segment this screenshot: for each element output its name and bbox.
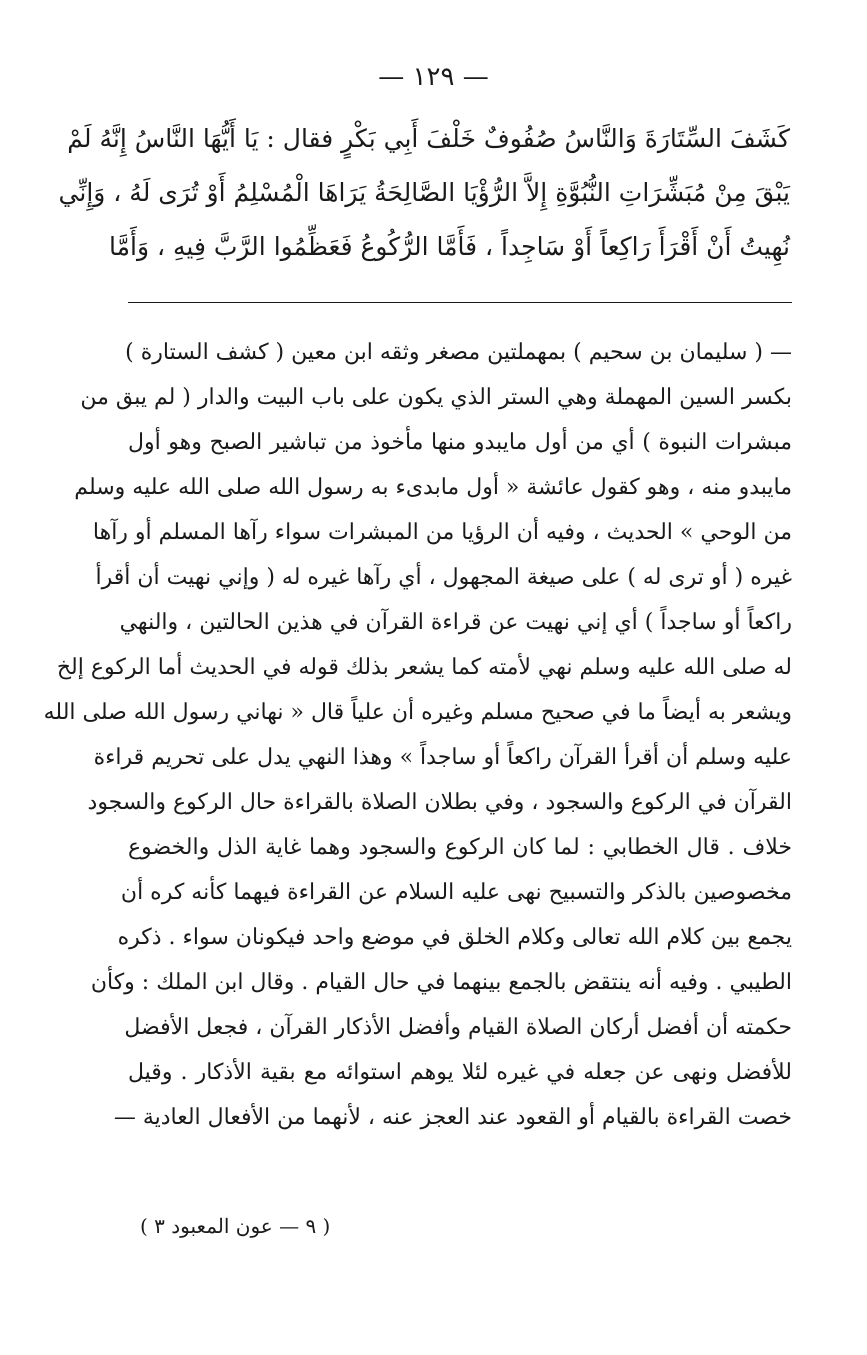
- hadith-line: كَشَفَ السِّتَارَةَ وَالنَّاسُ صُفُوفٌ خَلْفَ أَبِي بَكْرٍ فقال : يَا أَيُّهَا النَّاسُ إِنَّهُ لَمْ: [67, 124, 790, 153]
- commentary-line: مخصوصين بالذكر والتسبيح نهى عليه السلام عن القراءة فيهما كأنه كره أن: [120, 880, 792, 905]
- book-signature: ( ٩ — عون المعبود ٣ ): [140, 1214, 331, 1238]
- commentary-line: مايبدو منه ، وهو كقول عائشة « أول مابدىء به رسول الله صلى الله عليه وسلم: [74, 475, 792, 500]
- hadith-text: [58, 112, 790, 274]
- separator-rule: [128, 302, 792, 303]
- commentary-line: للأفضل ونهى عن جعله في غيره لئلا يوهم استوائه مع بقية الأذكار . وقيل: [128, 1060, 792, 1085]
- commentary-line: من الوحي » الحديث ، وفيه أن الرؤيا من المبشرات سواء رآها المسلم أو رآها: [92, 520, 792, 545]
- commentary-line: خصت القراءة بالقيام أو القعود عند العجز عنه ، لأنهما من الأفعال العادية —: [113, 1105, 792, 1130]
- commentary-line: الطيبي . وفيه أنه ينتقض بالجمع بينهما في حال القيام . وقال ابن الملك : وكأن: [90, 970, 792, 995]
- commentary-text: [43, 330, 792, 1140]
- commentary-line: — ( سليمان بن سحيم ) بمهملتين مصغر وثقه ابن معين ( كشف الستارة ): [125, 340, 792, 365]
- hadith-line: نُهِيتُ أَنْ أَقْرَأَ رَاكِعاً أَوْ سَاجِداً ، فَأَمَّا الرُّكُوعُ فَعَظِّمُوا الرَّبَّ فِيهِ ، وَأَمَّا: [109, 232, 790, 261]
- commentary-line: خلاف . قال الخطابي : لما كان الركوع والسجود وهما غاية الذل والخضوع: [128, 835, 792, 860]
- commentary-line: غيره ( أو ترى له ) على صيغة المجهول ، أي رآها غيره له ( وإني نهيت أن أقرأ: [95, 565, 792, 590]
- commentary-line: مبشرات النبوة ) أي من أول مايبدو منها مأخوذ من تباشير الصبح وهو أول: [128, 430, 792, 455]
- commentary-line: راكعاً أو ساجداً ) أي إني نهيت عن قراءة القرآن في هذين الحالتين ، والنهي: [119, 610, 792, 635]
- commentary-line: يجمع بين كلام الله تعالى وكلام الخلق في موضع واحد فيكونان سواء . ذكره: [117, 925, 792, 950]
- page-number: — ١٢٩ —: [378, 62, 489, 92]
- commentary-line: بكسر السين المهملة وهي الستر الذي يكون على باب البيت والدار ( لم يبق من: [80, 385, 792, 410]
- commentary-line: حكمته أن أفضل أركان الصلاة القيام وأفضل الأذكار القرآن ، فجعل الأفضل: [124, 1015, 792, 1040]
- commentary-line: له صلى الله عليه وسلم نهي لأمته كما يشعر بذلك قوله في الحديث أما الركوع إلخ: [56, 655, 792, 680]
- commentary-line: ويشعر به أيضاً ما في صحيح مسلم وغيره أن علياً قال « نهاني رسول الله صلى الله: [43, 700, 792, 725]
- commentary-line: القرآن في الركوع والسجود ، وفي بطلان الصلاة بالقراءة حال الركوع والسجود: [87, 790, 792, 815]
- hadith-line: يَبْقَ مِنْ مُبَشِّرَاتِ النُّبُوَّةِ إِلاَّ الرُّؤْيَا الصَّالِحَةُ يَرَاهَا الْمُسْلِمُ أَوْ تُرَى لَهُ ، وَإِنِّي: [58, 178, 790, 207]
- commentary-line: عليه وسلم أن أقرأ القرآن راكعاً أو ساجداً » وهذا النهي يدل على تحريم قراءة: [93, 745, 792, 770]
